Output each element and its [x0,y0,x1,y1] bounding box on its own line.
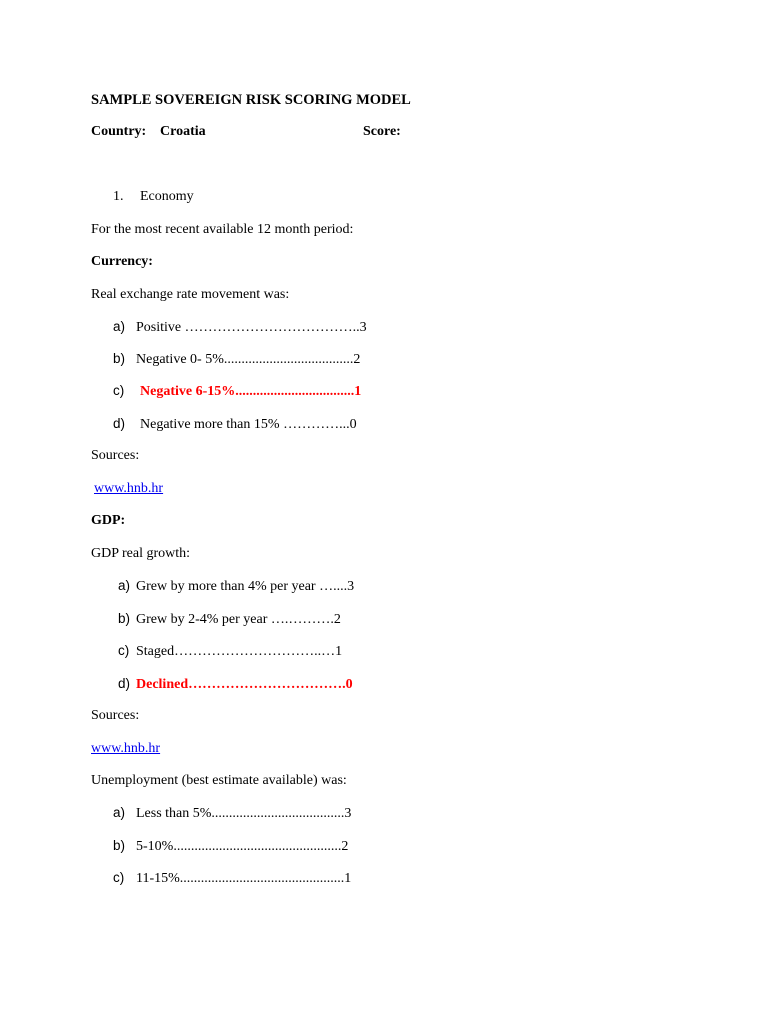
unemployment-option-a [113,804,351,823]
unemployment-option-b [113,837,348,856]
option-letter: a) [118,578,131,593]
unemployment-question: Unemployment (best estimate available) was: [91,773,347,788]
currency-option-d [113,415,357,434]
gdp-option-c [118,642,342,661]
option-letter: d) [113,416,126,431]
country-label: Country: [91,124,147,139]
gdp-option-b [118,610,341,629]
option-text: 11-15%...............................................1 [136,871,352,886]
option-letter: a) [113,805,126,820]
currency-option-c [113,382,361,401]
option-letter: b) [118,611,131,626]
option-text: Positive ………………………………..3 [136,320,367,335]
option-text: Grew by more than 4% per year …....3 [136,579,355,594]
gdp-heading: GDP: [91,513,126,528]
currency-question: Real exchange rate movement was: [91,287,290,302]
gdp-option-d [118,675,353,694]
option-text: Less than 5%......................................3 [136,806,352,821]
option-text-highlighted: Negative 6-15%..................................1 [140,384,362,399]
option-letter: c) [113,383,125,398]
gdp-option-a [118,577,354,596]
option-letter: b) [113,838,126,853]
currency-option-b [113,350,360,369]
currency-source-link[interactable]: www.hnb.hr [94,481,164,496]
option-letter: d) [118,676,131,691]
option-text: Negative 0- 5%.....................................2 [136,352,361,367]
unemployment-option-c [113,869,351,888]
section-number: 1. [113,189,124,204]
gdp-question: GDP real growth: [91,546,191,561]
option-letter: a) [113,319,126,334]
country-value: Croatia [160,124,206,139]
option-text: Grew by 2-4% per year ….……….2 [136,612,341,627]
currency-heading: Currency: [91,254,153,269]
score-label: Score: [363,124,401,139]
option-text-highlighted: Declined…………………………….0 [136,677,353,692]
gdp-sources-label: Sources: [91,708,140,723]
currency-option-a [113,318,367,337]
gdp-source-link[interactable]: www.hnb.hr [91,741,161,756]
option-letter: c) [118,643,130,658]
option-text: 5-10%................................................2 [136,839,349,854]
option-text: Staged…………………………..…1 [136,644,343,659]
option-letter: c) [113,870,125,885]
section-title: Economy [140,189,194,204]
document-title: SAMPLE SOVEREIGN RISK SCORING MODEL [91,92,411,108]
period-text: For the most recent available 12 month period: [91,222,354,237]
currency-sources-label: Sources: [91,448,140,463]
option-text: Negative more than 15% …………...0 [140,417,357,432]
option-letter: b) [113,351,126,366]
